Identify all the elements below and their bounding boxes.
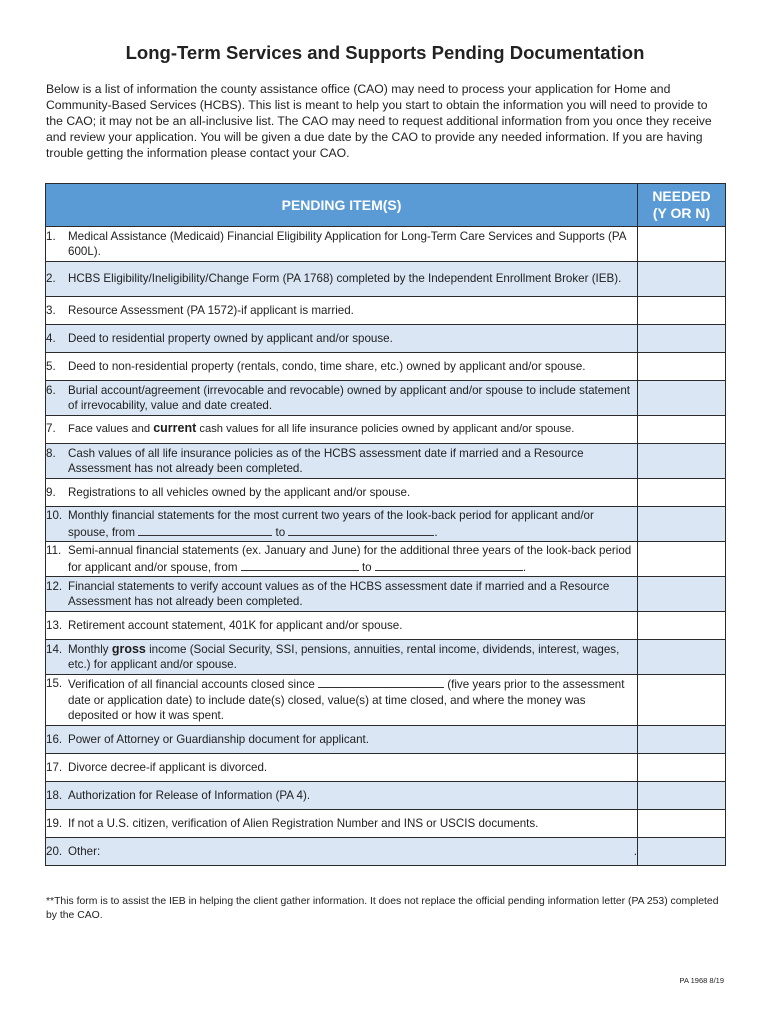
needed-field-10[interactable] xyxy=(638,507,726,542)
needed-field-15[interactable] xyxy=(638,675,726,726)
table-row xyxy=(46,297,726,325)
item-number: 15. xyxy=(46,677,63,691)
item-text xyxy=(68,642,637,673)
item-number: 2. xyxy=(46,272,56,286)
pending-items-table xyxy=(45,183,726,866)
table-row xyxy=(46,227,726,262)
needed-field-16[interactable] xyxy=(638,726,726,754)
item-text-part: Monthly financial statements for the most current two years of the look-back period for applicant and/or spouse, from xyxy=(68,509,594,539)
footnote: **This form is to assist the IEB in helping the client gather information. It does not replace the official pending information letter (PA 253) completed by the CAO. xyxy=(46,896,719,921)
intro-text: Below is a list of information the county assistance office (CAO) may need to process your application for Home and Community-Based Services (HCBS). This list is meant to help you start to obtain the information you will need to provide to the CAO; it may not be an all-inclusive list. The CAO may need to request additional information from you once they receive and review your application. You will be given a due date by the CAO to provide any needed information. If you are having trouble getting the information please contact your CAO. xyxy=(46,82,712,160)
item-number: 17. xyxy=(46,760,63,774)
item-number: 12. xyxy=(46,579,63,593)
table-row xyxy=(46,675,726,726)
table-row xyxy=(46,507,726,542)
item-number: 11. xyxy=(46,544,62,557)
item-text xyxy=(68,508,637,540)
pending-item-9 xyxy=(46,479,638,507)
pending-item-18 xyxy=(46,782,638,810)
from-date-blank[interactable] xyxy=(241,559,359,571)
pending-item-4 xyxy=(46,325,638,353)
item-text: Cash values of all life insurance policies as of the HCBS assessment date if married and a Resource Assessment has not already been completed. xyxy=(68,446,584,475)
table-row xyxy=(46,325,726,353)
pending-item-14 xyxy=(46,640,638,675)
needed-field-14[interactable] xyxy=(638,640,726,675)
needed-field-11[interactable] xyxy=(638,542,726,577)
pending-item-16 xyxy=(46,726,638,754)
item-text: Retirement account statement, 401K for applicant and/or spouse. xyxy=(68,618,403,632)
pending-item-17 xyxy=(46,754,638,782)
item-number: 14. xyxy=(46,642,63,656)
pending-item-13 xyxy=(46,612,638,640)
item-text-part: to xyxy=(272,525,289,539)
item-text xyxy=(68,421,637,438)
needed-field-3[interactable] xyxy=(638,297,726,325)
item-text-part: to xyxy=(358,560,375,574)
item-text-part: Monthly xyxy=(68,642,112,656)
needed-field-13[interactable] xyxy=(638,612,726,640)
item-number: 1. xyxy=(46,229,56,243)
item-text: Deed to non-residential property (rentals, condo, time share, etc.) owned by applicant and/or spouse. xyxy=(68,359,586,373)
item-text xyxy=(68,844,637,860)
from-date-blank[interactable] xyxy=(138,524,272,536)
table-row xyxy=(46,726,726,754)
item-text xyxy=(68,543,637,575)
table-row xyxy=(46,381,726,416)
needed-header xyxy=(638,184,726,227)
item-number: 16. xyxy=(46,732,63,746)
item-text-part: (five years prior to the assessment date or application date) to include date(s) closed, value(s) at time closed, and where the money was deposited or how it was spent. xyxy=(68,678,625,723)
table-row xyxy=(46,577,726,612)
other-label: Other: xyxy=(68,844,101,858)
item-number: 5. xyxy=(46,359,56,373)
to-date-blank[interactable] xyxy=(288,524,434,536)
to-date-blank[interactable] xyxy=(375,559,523,571)
item-text: HCBS Eligibility/Ineligibility/Change Form (PA 1768) completed by the Independent Enrollment Broker (IEB). xyxy=(68,272,622,286)
table-row xyxy=(46,262,726,297)
item-number: 3. xyxy=(46,303,56,317)
pending-item-19 xyxy=(46,810,638,838)
item-text: Divorce decree-if applicant is divorced. xyxy=(68,760,268,774)
pending-item-8 xyxy=(46,444,638,479)
item-text: Power of Attorney or Guardianship document for applicant. xyxy=(68,732,369,746)
item-text: Burial account/agreement (irrevocable and revocable) owned by applicant and/or spouse to include statement of irrevocability, value and date created. xyxy=(68,383,630,412)
item-number: 8. xyxy=(46,446,56,460)
pending-item-15 xyxy=(46,675,638,726)
pending-item-12 xyxy=(46,577,638,612)
item-text-part: Semi-annual financial statements (ex. January and June) for the additional three years of the look-back period for applicant and/or spouse, from xyxy=(68,544,632,574)
needed-field-8[interactable] xyxy=(638,444,726,479)
item-text-emphasis: gross xyxy=(111,641,146,656)
table-row xyxy=(46,479,726,507)
item-text: Resource Assessment (PA 1572)-if applicant is married. xyxy=(68,303,354,317)
table-row xyxy=(46,612,726,640)
item-text xyxy=(68,676,637,724)
table-header-row xyxy=(46,184,726,227)
item-text-part: . xyxy=(434,525,438,539)
item-number: 19. xyxy=(46,816,63,830)
form-number: PA 1968 8/19 xyxy=(679,976,724,985)
table-row xyxy=(46,640,726,675)
needed-field-12[interactable] xyxy=(638,577,726,612)
pending-item-2 xyxy=(46,262,638,297)
table-row xyxy=(46,542,726,577)
item-number: 4. xyxy=(46,331,56,345)
item-number: 10. xyxy=(46,509,63,522)
pending-item-3 xyxy=(46,297,638,325)
pending-item-20[interactable] xyxy=(46,838,638,866)
item-text-part: income (Social Security, SSI, pensions, annuities, rental income, dividends, interest, wages, etc.) for applicant and/or spouse. xyxy=(68,642,620,671)
needed-field-9[interactable] xyxy=(638,479,726,507)
item-text-part: . xyxy=(522,560,527,574)
needed-field-4[interactable] xyxy=(638,325,726,353)
needed-field-18[interactable] xyxy=(638,782,726,810)
pending-items-header: PENDING ITEM(S) xyxy=(46,184,638,227)
table-row xyxy=(46,782,726,810)
item-number: 13. xyxy=(46,618,63,632)
item-text: Authorization for Release of Information (PA 4). xyxy=(68,788,311,802)
page-title: Long-Term Services and Supports Pending Documentation xyxy=(125,42,645,63)
item-number: 18. xyxy=(46,788,63,802)
table-row xyxy=(46,353,726,381)
pending-item-1 xyxy=(46,227,638,262)
item-number: 6. xyxy=(46,383,56,397)
needed-field-17[interactable] xyxy=(638,754,726,782)
item-text: Medical Assistance (Medicaid) Financial Eligibility Application for Long-Term Care Services and Supports (PA 600L). xyxy=(68,229,626,258)
item-text: Financial statements to verify account values as of the HCBS assessment date if married and a Resource Assessment has not already been completed. xyxy=(68,579,610,608)
item-text-part: Face values and xyxy=(68,423,154,436)
table-row xyxy=(46,838,726,866)
needed-field-2[interactable] xyxy=(638,262,726,297)
pending-item-11 xyxy=(46,542,638,577)
item-text-emphasis: current xyxy=(153,421,197,436)
pending-item-6 xyxy=(46,381,638,416)
table-row xyxy=(46,416,726,444)
item-text: Registrations to all vehicles owned by the applicant and/or spouse. xyxy=(68,485,411,499)
table-row xyxy=(46,810,726,838)
needed-field-5[interactable] xyxy=(638,353,726,381)
closed-since-date-blank[interactable] xyxy=(318,676,444,688)
table-row xyxy=(46,754,726,782)
item-number: 20. xyxy=(46,844,63,858)
pending-item-10 xyxy=(46,507,638,542)
needed-field-20[interactable] xyxy=(638,838,726,866)
table-row xyxy=(46,444,726,479)
item-text: Deed to residential property owned by applicant and/or spouse. xyxy=(68,331,393,345)
needed-field-19[interactable] xyxy=(638,810,726,838)
intro-paragraph xyxy=(46,81,726,161)
needed-field-7[interactable] xyxy=(638,416,726,444)
item-number: 7. xyxy=(46,422,56,436)
needed-header-line2: (Y OR N) xyxy=(652,205,711,221)
item-number: 9. xyxy=(46,485,56,499)
item-text: If not a U.S. citizen, verification of Alien Registration Number and INS or USCIS documents. xyxy=(68,816,539,830)
needed-field-1[interactable] xyxy=(638,227,726,262)
item-text-part: Verification of all financial accounts closed since xyxy=(68,678,319,692)
other-period: . xyxy=(633,844,637,858)
pending-item-5 xyxy=(46,353,638,381)
pending-item-7 xyxy=(46,416,638,444)
needed-header-line1: NEEDED xyxy=(652,188,711,204)
needed-field-6[interactable] xyxy=(638,381,726,416)
item-text-part: cash values for all life insurance policies owned by applicant and/or spouse. xyxy=(196,423,575,436)
